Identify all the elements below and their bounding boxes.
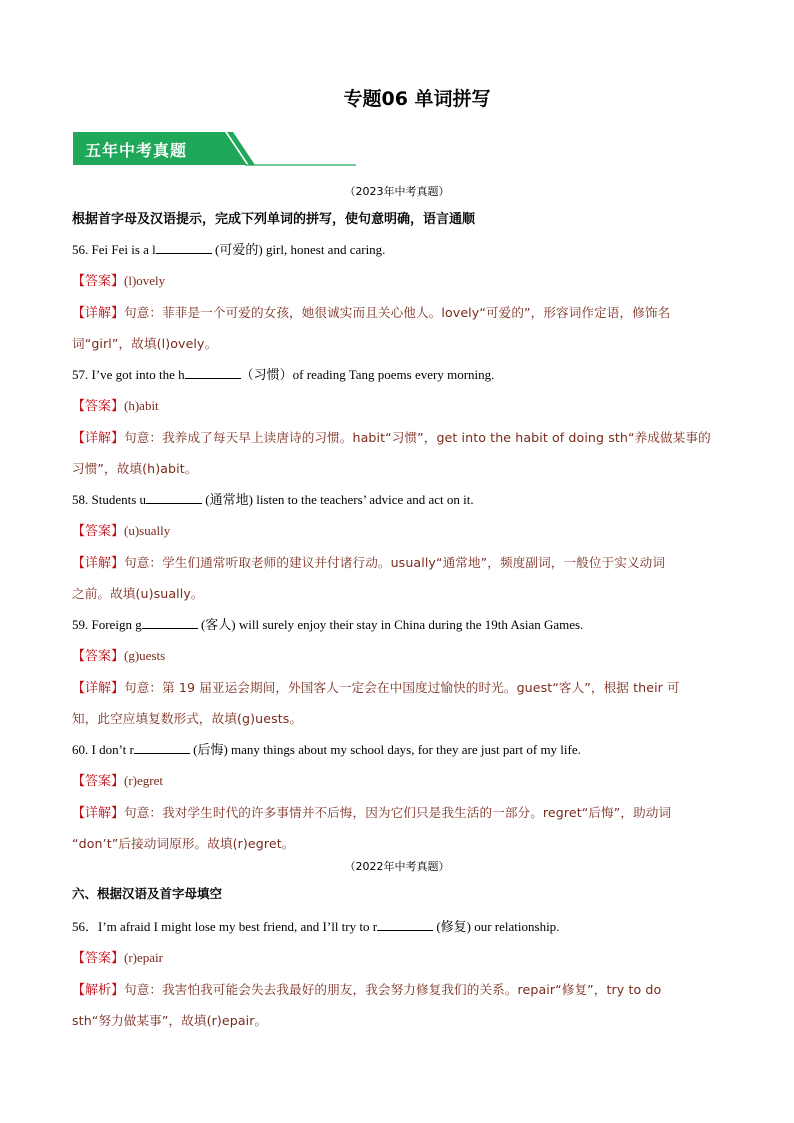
detail-60-line2: “don’t”后接动词原形。故填(r)egret。 (72, 836, 295, 851)
detail-56-line2: 词“girl”，故填(l)ovely。 (72, 336, 218, 351)
question-2022-56: 56．I’m afraid I might lose my best friend, and I’ll try to r (修复) our relationship. (72, 919, 560, 934)
answer-60: 【答案】(r)egret (72, 773, 163, 789)
question-56: 56. Fei Fei is a l (可爱的) girl, honest and caring. (72, 242, 386, 257)
answer-blank (142, 616, 198, 629)
detail-57-line2: 习惯”，故填(h)abit。 (72, 461, 198, 476)
answer-57: 【答案】(h)abit (72, 398, 159, 414)
detail-57-line1: 【详解】句意：我养成了每天早上读唐诗的习惯。habit“习惯”，get into the habit of doing sth“养成做某事的 (72, 430, 711, 446)
section-banner (73, 132, 357, 166)
answer-blank (377, 918, 433, 931)
answer-56: 【答案】(l)ovely (72, 273, 166, 289)
detail-58-line2: 之前。故填(u)sually。 (72, 586, 204, 601)
answer-blank (146, 491, 202, 504)
page-title: 专题06 单词拼写 (343, 88, 491, 110)
answer-blank (156, 241, 212, 254)
detail-2022-56-line1: 【解析】句意：我害怕我可能会失去我最好的朋友，我会努力修复我们的关系。repair“修复”，try to do (72, 982, 662, 998)
detail-56-line1: 【详解】句意：菲菲是一个可爱的女孩，她很诚实而且关心他人。lovely“可爱的”，形容词作定语，修饰名 (72, 305, 671, 321)
instruction-2023: 根据首字母及汉语提示，完成下列单词的拼写，使句意明确，语言通顺 (72, 212, 476, 227)
question-57: 57. I’ve got into the h （习惯）of reading Tang poems every morning. (72, 367, 495, 382)
question-60: 60. I don’t r (后悔) many things about my school days, for they are just part of my life. (72, 742, 581, 757)
question-59: 59. Foreign g (客人) will surely enjoy their stay in China during the 19th Asian Games. (72, 617, 584, 632)
detail-60-line1: 【详解】句意：我对学生时代的许多事情并不后悔，因为它们只是我生活的一部分。regret“后悔”，助动词 (72, 805, 672, 821)
detail-58-line1: 【详解】句意：学生们通常听取老师的建议并付诸行动。usually“通常地”，频度副词，一般位于实义动词 (72, 555, 666, 571)
detail-59-line1: 【详解】句意：第 19 届亚运会期间，外国客人一定会在中国度过愉快的时光。guest“客人”，根据 their 可 (72, 680, 680, 696)
answer-blank (134, 741, 190, 754)
instruction-2022: 六、根据汉语及首字母填空 (72, 886, 223, 901)
answer-59: 【答案】(g)uests (72, 648, 166, 664)
year-label-2023: （2023年中考真题） (344, 185, 450, 198)
answer-blank (185, 366, 241, 379)
detail-2022-56-line2: sth“努力做某事”，故填(r)epair。 (72, 1013, 268, 1028)
banner-label: 五年中考真题 (85, 141, 188, 160)
answer-58: 【答案】(u)sually (72, 523, 171, 539)
answer-2022-56: 【答案】(r)epair (72, 950, 163, 966)
detail-59-line2: 知，此空应填复数形式，故填(g)uests。 (72, 711, 303, 726)
year-label-2022: （2022年中考真题） (344, 860, 450, 873)
question-58: 58. Students u (通常地) listen to the teachers’ advice and act on it. (72, 492, 474, 507)
